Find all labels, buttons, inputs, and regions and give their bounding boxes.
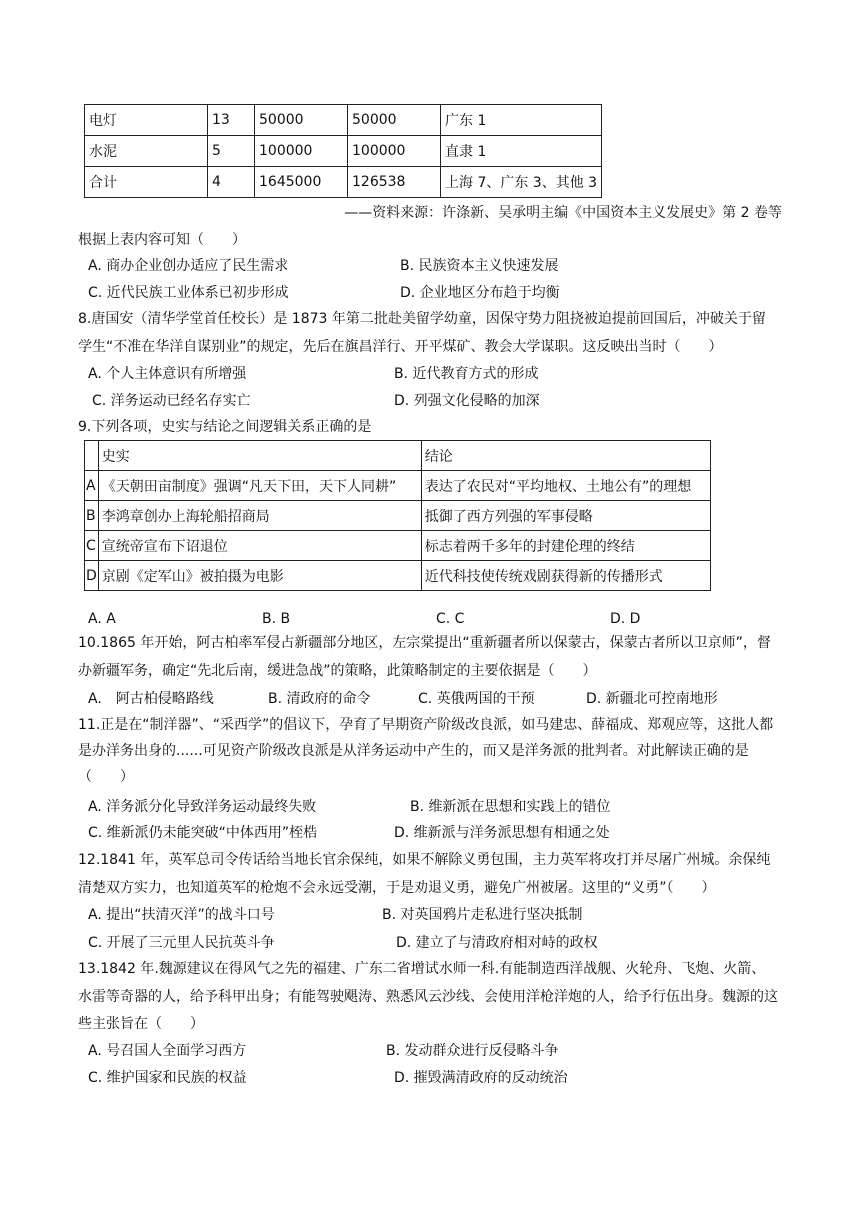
table-cell: 5 xyxy=(208,136,255,167)
table-cell: 近代科技使传统戏剧获得新的传播形式 xyxy=(421,561,710,591)
table-cell: 13 xyxy=(208,105,255,136)
table-cell: 标志着两千多年的封建伦理的终结 xyxy=(421,531,710,561)
q7-option-a[interactable]: A. 商办企业创办适应了民生需求 xyxy=(88,258,289,274)
table-cell: 100000 xyxy=(255,136,348,167)
table-cell: 广东 1 xyxy=(441,105,602,136)
q7-option-d[interactable]: D. 企业地区分布趋于均衡 xyxy=(400,285,560,301)
q9-option-a[interactable]: A. A xyxy=(88,611,116,627)
q13-option-c[interactable]: C. 维护国家和民族的权益 xyxy=(88,1070,247,1086)
q7-stem: 根据上表内容可知（ ） xyxy=(78,232,246,248)
q12-option-a[interactable]: A. 提出“扶清灭洋”的战斗口号 xyxy=(88,907,275,923)
table-cell: 上海 7、广东 3、其他 3 xyxy=(441,167,602,198)
q8-option-b[interactable]: B. 近代教育方式的形成 xyxy=(394,366,539,382)
table-cell: 水泥 xyxy=(85,136,208,167)
q11-option-a[interactable]: A. 洋务派分化导致洋务运动最终失败 xyxy=(88,799,317,815)
q8-option-c[interactable]: C. 洋务运动已经名存实亡 xyxy=(92,393,251,409)
q10-option-d[interactable]: D. 新疆北可控南地形 xyxy=(586,691,718,707)
table-header-row xyxy=(85,441,711,471)
table-row xyxy=(85,136,602,167)
q12-option-c[interactable]: C. 开展了三元里人民抗英斗争 xyxy=(88,935,275,951)
table-header-conclusion: 结论 xyxy=(421,441,710,471)
table-row xyxy=(85,167,602,198)
q9-option-d[interactable]: D. D xyxy=(610,611,641,627)
q13-option-d[interactable]: D. 摧毁满清政府的反动统治 xyxy=(394,1070,568,1086)
q8-option-a[interactable]: A. 个人主体意识有所增强 xyxy=(88,366,247,382)
q13-stem: 13.1842 年.魏源建议在得风气之先的福建、广东二省增试水师一科.有能制造西洋战舰、火轮舟、飞炮、火箭、水雷等奇器的人，给予科甲出身；有能驾驶飓涛、熟悉风云沙线、会使用洋枪洋炮的人，给予行伍出身。魏源的这些主张旨在（ ） xyxy=(78,961,778,1032)
table-row xyxy=(85,501,711,531)
q7-option-c[interactable]: C. 近代民族工业体系已初步形成 xyxy=(88,285,289,301)
q10-stem: 10.1865 年开始，阿古柏率军侵占新疆部分地区，左宗棠提出“重新疆者所以保蒙古，保蒙古者所以卫京师”，督办新疆军务，确定“先北后南，缓进急战”的策略，此策略制定的主要依据是（ ） xyxy=(78,635,771,679)
q8-option-d[interactable]: D. 列强文化侵略的加深 xyxy=(394,393,540,409)
q11-stem: 11.正是在“制洋器”、“采西学”的倡议下，孕育了早期资产阶级改良派，如马建忠、薛福成、郑观应等，这批人都是办洋务出身的......可见资产阶级改良派是从洋务运动中产生的，而又是洋务派的批判者。对此解读正确的是（ ） xyxy=(78,717,774,785)
q12-option-b[interactable]: B. 对英国鸦片走私进行坚决抵制 xyxy=(382,907,583,923)
q13-option-b[interactable]: B. 发动群众进行反侵略斗争 xyxy=(386,1043,559,1059)
table-cell: 电灯 xyxy=(85,105,208,136)
q11-option-b[interactable]: B. 维新派在思想和实践上的错位 xyxy=(410,799,611,815)
table-cell: 京剧《定军山》被拍摄为电影 xyxy=(98,561,421,591)
fact-conclusion-table xyxy=(84,440,711,591)
table-header-fact: 史实 xyxy=(98,441,421,471)
q7-option-b[interactable]: B. 民族资本主义快速发展 xyxy=(400,258,559,274)
table-cell: 宣统帝宣布下诏退位 xyxy=(98,531,421,561)
table-cell: 合计 xyxy=(85,167,208,198)
table-row xyxy=(85,471,711,501)
table-cell: 1645000 xyxy=(255,167,348,198)
table-cell: 直隶 1 xyxy=(441,136,602,167)
q9-option-b[interactable]: B. B xyxy=(262,611,291,627)
q8-stem: 8.唐国安（清华学堂首任校长）是 1873 年第二批赴美留学幼童，因保守势力阻挠被迫提前回国后，冲破关于留学生“不准在华洋自谋别业”的规定，先后在旗昌洋行、开平煤矿、教会大学谋职。这反映出当时（ ） xyxy=(78,311,766,355)
table-row xyxy=(85,531,711,561)
row-letter: A xyxy=(85,471,99,501)
table-cell: 100000 xyxy=(348,136,441,167)
table-cell: 抵御了西方列强的军事侵略 xyxy=(421,501,710,531)
q13-option-a[interactable]: A. 号召国人全面学习西方 xyxy=(88,1043,247,1059)
q9-option-c[interactable]: C. C xyxy=(436,611,465,627)
industry-table xyxy=(84,104,602,198)
table-cell: 50000 xyxy=(255,105,348,136)
row-letter: B xyxy=(85,501,99,531)
table-row xyxy=(85,105,602,136)
row-letter: C xyxy=(85,531,99,561)
q10-option-a[interactable]: A. 阿古柏侵略路线 xyxy=(88,691,214,707)
q10-option-c[interactable]: C. 英俄两国的干预 xyxy=(418,691,535,707)
table-cell: 126538 xyxy=(348,167,441,198)
table-cell: 李鸿章创办上海轮船招商局 xyxy=(98,501,421,531)
table-cell xyxy=(85,441,99,471)
q12-stem: 12.1841 年，英军总司令传话给当地长官余保纯，如果不解除义勇包围，主力英军将攻打并尽屠广州城。余保纯清楚双方实力，也知道英军的枪炮不会永远受潮，于是劝退义勇，避免广州被屠。这里的“义勇”（ ） xyxy=(78,852,771,896)
q11-option-c[interactable]: C. 维新派仍未能突破“中体西用”桎梏 xyxy=(88,825,318,841)
table-cell: 《天朝田亩制度》强调“凡天下田，天下人同耕” xyxy=(98,471,421,501)
q10-option-b[interactable]: B. 清政府的命令 xyxy=(268,691,371,707)
table-cell: 4 xyxy=(208,167,255,198)
table-cell: 50000 xyxy=(348,105,441,136)
q9-stem: 9.下列各项，史实与结论之间逻辑关系正确的是 xyxy=(78,419,372,435)
q11-option-d[interactable]: D. 维新派与洋务派思想有相通之处 xyxy=(394,825,610,841)
table-source: ——资料来源：许涤新、吴承明主编《中国资本主义发展史》第 2 卷等 xyxy=(344,205,782,221)
q12-option-d[interactable]: D. 建立了与清政府相对峙的政权 xyxy=(396,935,598,951)
table-cell: 表达了农民对“平均地权、土地公有”的理想 xyxy=(421,471,710,501)
table-row xyxy=(85,561,711,591)
row-letter: D xyxy=(85,561,99,591)
